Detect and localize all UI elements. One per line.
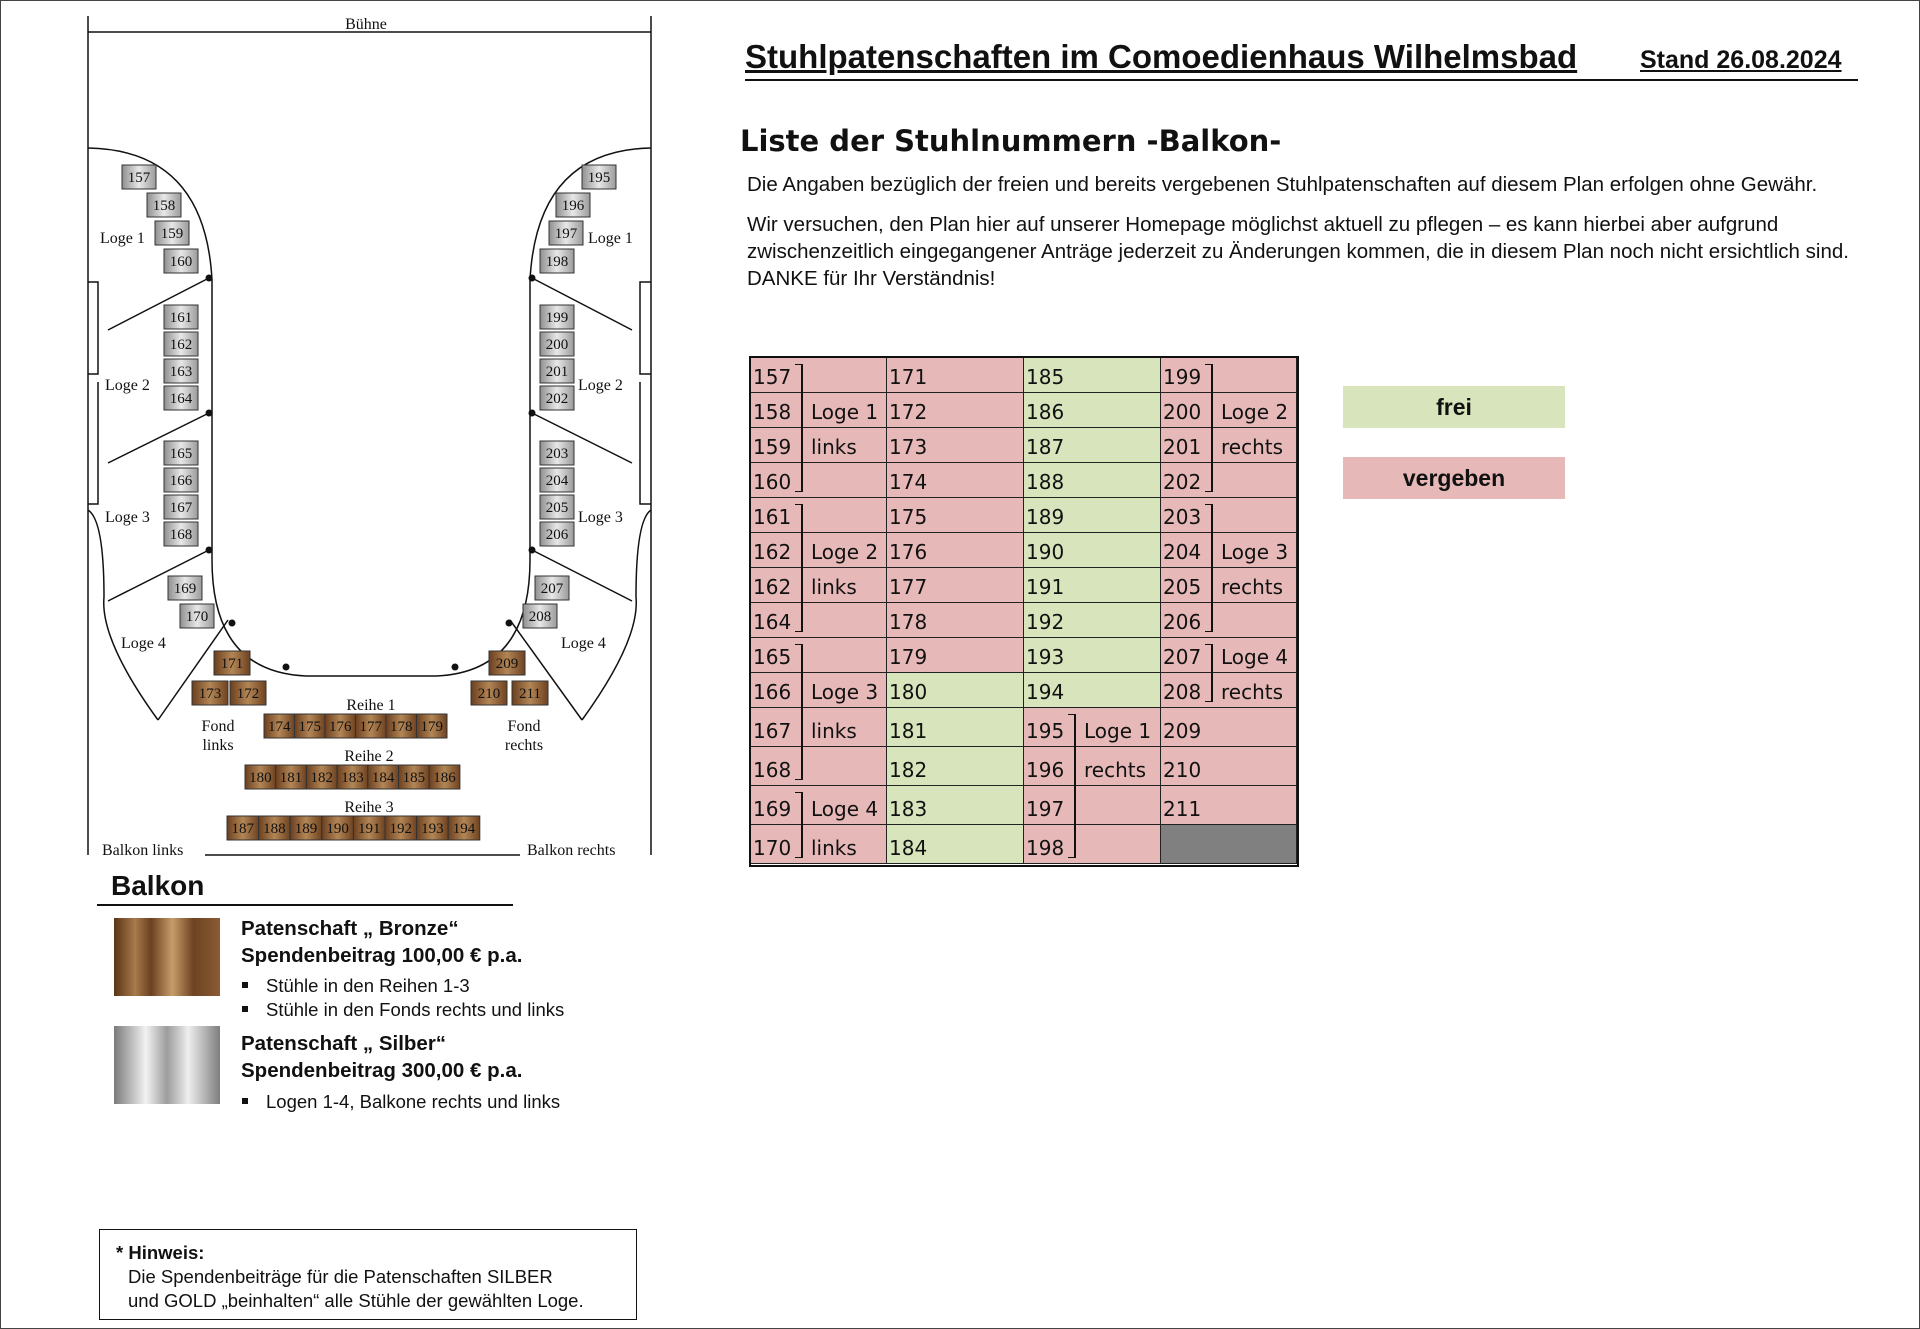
seat-cell-number: 183 — [889, 797, 928, 821]
seat-cell-number: 178 — [889, 610, 928, 634]
seat-cell-number: 190 — [1026, 540, 1065, 564]
list-subtitle: Liste der Stuhlnummern -Balkon- — [740, 124, 1282, 158]
seat-cell-number: 171 — [889, 365, 928, 389]
loge2-right-label: Loge 2 — [578, 377, 623, 394]
seat-number: 164 — [169, 391, 193, 407]
seat-cell-number: 202 — [1163, 470, 1202, 494]
seat-cell-201 — [1161, 428, 1297, 463]
seat-number: 205 — [545, 500, 569, 516]
seat-cell-167 — [751, 708, 887, 747]
seat-cell-160 — [751, 463, 887, 498]
seat-number: 160 — [169, 254, 193, 270]
bronze-amount: Spendenbeitrag 100,00 € p.a. — [241, 944, 523, 967]
loge1-left-label: Loge 1 — [100, 230, 145, 247]
loge4-right-label: Loge 4 — [561, 635, 606, 652]
seat-number: 200 — [545, 337, 569, 353]
seat-174 — [264, 714, 295, 738]
seat-162 — [164, 332, 198, 356]
seat-164 — [164, 386, 198, 410]
group-bracket-icon — [1205, 504, 1213, 632]
seat-199 — [540, 305, 574, 329]
seat-176 — [325, 714, 356, 738]
bronze-item-2 — [242, 999, 564, 1021]
seat-192 — [385, 816, 417, 840]
seat-cell-number: 191 — [1026, 575, 1065, 599]
seat-196 — [556, 193, 590, 217]
fond-right-label: Fond — [507, 718, 541, 735]
seat-cell-194 — [1024, 673, 1161, 708]
seat-206 — [540, 522, 574, 546]
seat-198 — [540, 249, 574, 273]
seat-168 — [164, 522, 198, 546]
seat-number: 162 — [169, 337, 193, 353]
seat-cell-group-label: Loge 3 — [1221, 540, 1289, 564]
seat-cell-210 — [1161, 747, 1297, 786]
seat-157 — [122, 165, 156, 189]
seat-180 — [245, 765, 276, 789]
seat-number: 210 — [477, 686, 501, 702]
seat-number: 170 — [185, 609, 209, 625]
seat-cell-195 — [1024, 708, 1161, 747]
stand-date: Stand 26.08.2024 — [1640, 46, 1842, 74]
seat-169 — [168, 576, 202, 600]
seat-cell-207 — [1161, 638, 1297, 673]
seat-cell-188 — [1024, 463, 1161, 498]
seat-cell-number: 201 — [1163, 435, 1202, 459]
seat-number: 208 — [528, 609, 552, 625]
loge4-left-label: Loge 4 — [121, 635, 166, 652]
seat-165 — [164, 441, 198, 465]
reihe2-label: Reihe 2 — [344, 748, 394, 765]
seat-194 — [448, 816, 480, 840]
bronze-swatch — [114, 918, 220, 996]
seat-cell-190 — [1024, 533, 1161, 568]
seat-cell-number: 205 — [1163, 575, 1202, 599]
seat-cell-166 — [751, 673, 887, 708]
seat-cell-number: 189 — [1026, 505, 1065, 529]
seat-number: 176 — [329, 719, 352, 735]
seat-cell-number: 198 — [1026, 836, 1065, 860]
seat-cell-number: 161 — [753, 505, 792, 529]
seat-cell-180 — [887, 673, 1024, 708]
seat-cell-175 — [887, 498, 1024, 533]
balkon-rechts-label: Balkon rechts — [527, 842, 616, 859]
seat-cell-number: 196 — [1026, 758, 1065, 782]
seat-cell-group-label: Loge 1 — [811, 400, 879, 424]
seat-161 — [164, 305, 198, 329]
seat-cell-187 — [1024, 428, 1161, 463]
seat-203 — [540, 441, 574, 465]
seat-cell-number: 197 — [1026, 797, 1065, 821]
seat-number: 175 — [298, 719, 321, 735]
seat-cell-182 — [887, 747, 1024, 786]
page-title: Stuhlpatenschaften im Comoedienhaus Wilhelmsbad — [745, 38, 1578, 75]
group-bracket-icon — [1205, 364, 1213, 492]
seat-187 — [227, 816, 259, 840]
silber-item-1-text: Logen 1-4, Balkone rechts und links — [266, 1091, 561, 1112]
seat-cell-number: 185 — [1026, 365, 1065, 389]
seat-number: 194 — [452, 821, 476, 837]
seat-status-table — [749, 356, 1299, 867]
seat-number: 196 — [561, 198, 585, 214]
seat-number: 192 — [389, 821, 413, 837]
seat-cell-162 — [751, 568, 887, 603]
seat-cell-185 — [1024, 358, 1161, 393]
seat-cell-number: 209 — [1163, 719, 1202, 743]
seat-cell-group-label: Loge 1 — [1084, 719, 1152, 743]
seat-cell-number: 204 — [1163, 540, 1202, 564]
loge1-right-label: Loge 1 — [588, 230, 633, 247]
seat-number: 197 — [554, 226, 578, 242]
seat-number: 186 — [433, 770, 456, 786]
seat-cell-168 — [751, 747, 887, 786]
seat-cell-204 — [1161, 533, 1297, 568]
seat-cell-181 — [887, 708, 1024, 747]
seat-cell-empty — [1161, 825, 1297, 864]
seat-cell-number: 159 — [753, 435, 792, 459]
seat-cell-number: 210 — [1163, 758, 1202, 782]
seat-cell-196 — [1024, 747, 1161, 786]
silber-title: Patenschaft „ Silber“ — [241, 1032, 447, 1055]
seat-204 — [540, 468, 574, 492]
seat-cell-group-label: rechts — [1221, 435, 1284, 459]
seat-number: 190 — [326, 821, 349, 837]
seat-cell-group-label: Loge 4 — [811, 797, 879, 821]
seat-cell-184 — [887, 825, 1024, 864]
seat-number: 182 — [310, 770, 333, 786]
seat-173 — [192, 681, 228, 705]
seat-cell-164 — [751, 603, 887, 638]
bullet-icon — [242, 1006, 248, 1012]
seat-number: 177 — [359, 719, 382, 735]
seat-cell-number: 175 — [889, 505, 928, 529]
seat-cell-198 — [1024, 825, 1161, 864]
seat-cell-209 — [1161, 708, 1297, 747]
seat-cell-200 — [1161, 393, 1297, 428]
seat-163 — [164, 359, 198, 383]
hinweis-title: * Hinweis: — [116, 1242, 205, 1263]
hinweis-line-1: Die Spendenbeiträge für die Patenschaften SILBER — [128, 1266, 553, 1287]
seat-cell-number: 167 — [753, 719, 792, 743]
group-bracket-icon — [1068, 714, 1076, 858]
seat-number: 184 — [371, 770, 395, 786]
seat-cell-number: 157 — [753, 365, 792, 389]
silber-item-1 — [242, 1091, 560, 1113]
silber-amount: Spendenbeitrag 300,00 € p.a. — [241, 1059, 523, 1082]
seat-cell-number: 182 — [889, 758, 928, 782]
bronze-item-2-text: Stühle in den Fonds rechts und links — [266, 999, 565, 1020]
seat-cell-211 — [1161, 786, 1297, 825]
bronze-title: Patenschaft „ Bronze“ — [241, 917, 459, 940]
seat-cell-172 — [887, 393, 1024, 428]
group-bracket-icon — [795, 644, 803, 780]
seat-cell-193 — [1024, 638, 1161, 673]
seat-166 — [164, 468, 198, 492]
seat-181 — [276, 765, 307, 789]
group-bracket-icon — [795, 792, 803, 858]
seat-cell-group-label: links — [811, 575, 857, 599]
seat-cell-group-label: rechts — [1221, 680, 1284, 704]
bronze-item-1 — [242, 975, 470, 997]
seat-179 — [417, 714, 448, 738]
seat-number: 157 — [127, 170, 151, 186]
seat-cell-number: 173 — [889, 435, 928, 459]
seat-208 — [523, 604, 557, 628]
seat-cell-number: 187 — [1026, 435, 1065, 459]
seat-211 — [512, 681, 548, 705]
seat-number: 161 — [169, 310, 193, 326]
seat-cell-group-label: rechts — [1084, 758, 1147, 782]
seat-cell-159 — [751, 428, 887, 463]
seat-cell-number: 200 — [1163, 400, 1202, 424]
balkon-links-label: Balkon links — [102, 842, 184, 859]
seat-cell-157 — [751, 358, 887, 393]
seat-cell-158 — [751, 393, 887, 428]
group-bracket-icon — [795, 364, 803, 492]
seat-193 — [417, 816, 449, 840]
seat-210 — [471, 681, 507, 705]
seat-cell-number: 177 — [889, 575, 928, 599]
seat-cell-179 — [887, 638, 1024, 673]
seat-cell-number: 168 — [753, 758, 792, 782]
seat-cell-183 — [887, 786, 1024, 825]
seat-number: 167 — [169, 500, 193, 516]
seat-188 — [259, 816, 291, 840]
seat-number: 193 — [421, 821, 444, 837]
seat-182 — [306, 765, 337, 789]
seating-plan — [0, 0, 700, 880]
reihe1-label: Reihe 1 — [346, 697, 396, 714]
seat-cell-number: 192 — [1026, 610, 1065, 634]
seat-number: 165 — [169, 446, 193, 462]
seat-number: 171 — [220, 656, 244, 672]
seat-cell-number: 158 — [753, 400, 792, 424]
seat-190 — [322, 816, 354, 840]
group-bracket-icon — [795, 504, 803, 632]
seat-cell-189 — [1024, 498, 1161, 533]
seat-cell-208 — [1161, 673, 1297, 708]
seat-cell-170 — [751, 825, 887, 864]
seat-cell-number: 176 — [889, 540, 928, 564]
seat-178 — [386, 714, 417, 738]
seat-cell-206 — [1161, 603, 1297, 638]
seat-number: 181 — [279, 770, 303, 786]
seat-cell-group-label: rechts — [1221, 575, 1284, 599]
reihe3-label: Reihe 3 — [344, 799, 394, 816]
seat-number: 189 — [294, 821, 318, 837]
seat-cell-205 — [1161, 568, 1297, 603]
silver-swatch — [114, 1026, 220, 1104]
seat-191 — [353, 816, 385, 840]
seat-200 — [540, 332, 574, 356]
seat-number: 202 — [545, 391, 569, 407]
seat-209 — [489, 651, 525, 675]
seat-number: 159 — [160, 226, 184, 242]
hinweis-box — [99, 1229, 637, 1320]
legend-frei: frei — [1343, 386, 1565, 428]
seat-cell-number: 170 — [753, 836, 792, 860]
seat-cell-number: 165 — [753, 645, 792, 669]
seat-cell-186 — [1024, 393, 1161, 428]
seat-cell-191 — [1024, 568, 1161, 603]
loge3-right-label: Loge 3 — [578, 509, 623, 526]
seat-number: 188 — [263, 821, 286, 837]
seat-cell-group-label: Loge 2 — [811, 540, 879, 564]
seat-167 — [164, 495, 198, 519]
seat-number: 206 — [545, 527, 569, 543]
seat-number: 191 — [357, 821, 381, 837]
bullet-icon — [242, 1098, 248, 1104]
bronze-item-1-text: Stühle in den Reihen 1-3 — [266, 975, 470, 996]
seat-cell-202 — [1161, 463, 1297, 498]
seat-cell-group-label: Loge 3 — [811, 680, 879, 704]
stage-label: Bühne — [345, 16, 387, 33]
seat-185 — [399, 765, 430, 789]
update-note-text: Wir versuchen, den Plan hier auf unserer Homepage möglichst aktuell zu pflegen – es kann hierbei aber aufgrund zwischenzeitlich eingegangener Anträge jederzeit zu Änderungen kommen, die in diesem Plan noch nicht ersichtlich sind. DANKE für Ihr Verständnis! — [747, 213, 1849, 290]
hinweis-line-2: und GOLD „beinhalten“ alle Stühle der gewählten Loge. — [128, 1290, 584, 1311]
disclaimer-text: Die Angaben bezüglich der freien und bereits vergebenen Stuhlpatenschaften auf diesem Plan erfolgen ohne Gewähr. — [747, 173, 1818, 196]
seat-cell-number: 199 — [1163, 365, 1202, 389]
seat-175 — [295, 714, 326, 738]
seat-cell-197 — [1024, 786, 1161, 825]
fond-left-label: Fond — [201, 718, 235, 735]
seat-cell-number: 195 — [1026, 719, 1065, 743]
seat-cell-number: 180 — [889, 680, 928, 704]
seat-201 — [540, 359, 574, 383]
seat-number: 169 — [173, 581, 197, 597]
seat-number: 172 — [236, 686, 260, 702]
seat-cell-group-label: Loge 4 — [1221, 645, 1289, 669]
seat-cell-group-label: links — [811, 719, 857, 743]
seat-159 — [155, 221, 189, 245]
seat-cell-number: 207 — [1163, 645, 1202, 669]
balkon-heading: Balkon — [111, 870, 205, 901]
title-underline — [745, 79, 1858, 81]
seat-number: 187 — [231, 821, 255, 837]
seat-cell-number: 164 — [753, 610, 792, 634]
balkon-underline — [97, 904, 513, 906]
seat-183 — [337, 765, 368, 789]
seat-171 — [214, 651, 250, 675]
seat-cell-178 — [887, 603, 1024, 638]
seat-cell-number: 184 — [889, 836, 928, 860]
seat-160 — [164, 249, 198, 273]
seat-cell-number: 162 — [753, 575, 792, 599]
seat-number: 207 — [540, 581, 564, 597]
seat-cell-165 — [751, 638, 887, 673]
seat-number: 199 — [545, 310, 569, 326]
seat-195 — [582, 165, 616, 189]
seat-189 — [290, 816, 322, 840]
seat-number: 203 — [545, 446, 569, 462]
seat-cell-number: 194 — [1026, 680, 1065, 704]
fond-left-label-2: links — [202, 737, 234, 754]
seat-number: 174 — [268, 719, 291, 735]
bullet-icon — [242, 982, 248, 988]
seat-number: 179 — [420, 719, 443, 735]
seat-number: 209 — [495, 656, 519, 672]
seat-cell-number: 188 — [1026, 470, 1065, 494]
seat-number: 185 — [402, 770, 426, 786]
seat-cell-number: 166 — [753, 680, 792, 704]
seat-cell-group-label: Loge 2 — [1221, 400, 1289, 424]
group-bracket-icon — [1205, 644, 1213, 702]
legend-vergeben: vergeben — [1343, 457, 1565, 499]
loge2-left-label: Loge 2 — [105, 377, 150, 394]
seat-cell-number: 162 — [753, 540, 792, 564]
seat-number: 183 — [341, 770, 364, 786]
seat-197 — [549, 221, 583, 245]
seat-cell-171 — [887, 358, 1024, 393]
seat-170 — [180, 604, 214, 628]
seat-cell-number: 211 — [1163, 797, 1202, 821]
fond-right-label-2: rechts — [504, 737, 544, 754]
seat-cell-number: 174 — [889, 470, 928, 494]
seat-cell-173 — [887, 428, 1024, 463]
seat-number: 173 — [198, 686, 222, 702]
seat-cell-number: 172 — [889, 400, 928, 424]
seat-cell-203 — [1161, 498, 1297, 533]
seat-cell-number: 206 — [1163, 610, 1202, 634]
seat-cell-177 — [887, 568, 1024, 603]
seat-number: 163 — [169, 364, 193, 380]
seat-186 — [429, 765, 460, 789]
seat-cell-number: 193 — [1026, 645, 1065, 669]
seat-cell-174 — [887, 463, 1024, 498]
loge3-left-label: Loge 3 — [105, 509, 150, 526]
seat-cell-group-label: links — [811, 435, 857, 459]
seat-number: 158 — [152, 198, 176, 214]
seat-number: 195 — [587, 170, 611, 186]
seat-172 — [230, 681, 266, 705]
seat-cell-161 — [751, 498, 887, 533]
seat-number: 166 — [169, 473, 193, 489]
seat-number: 178 — [390, 719, 413, 735]
seat-cell-number: 179 — [889, 645, 928, 669]
seat-number: 198 — [545, 254, 569, 270]
seat-cell-169 — [751, 786, 887, 825]
seat-cell-number: 169 — [753, 797, 792, 821]
seat-cell-176 — [887, 533, 1024, 568]
seat-number: 168 — [169, 527, 193, 543]
seat-cell-number: 160 — [753, 470, 792, 494]
seat-cell-group-label: links — [811, 836, 857, 860]
seat-number: 180 — [249, 770, 272, 786]
seat-158 — [147, 193, 181, 217]
seat-cell-number: 181 — [889, 719, 928, 743]
seat-cell-199 — [1161, 358, 1297, 393]
seat-number: 201 — [545, 364, 569, 380]
seat-number: 211 — [519, 686, 541, 702]
seat-cell-162 — [751, 533, 887, 568]
seat-number: 204 — [545, 473, 569, 489]
seat-cell-number: 208 — [1163, 680, 1202, 704]
seat-cell-number: 203 — [1163, 505, 1202, 529]
seat-184 — [368, 765, 399, 789]
seat-202 — [540, 386, 574, 410]
seat-207 — [535, 576, 569, 600]
seat-cell-192 — [1024, 603, 1161, 638]
seat-cell-number: 186 — [1026, 400, 1065, 424]
seat-205 — [540, 495, 574, 519]
seat-177 — [356, 714, 387, 738]
